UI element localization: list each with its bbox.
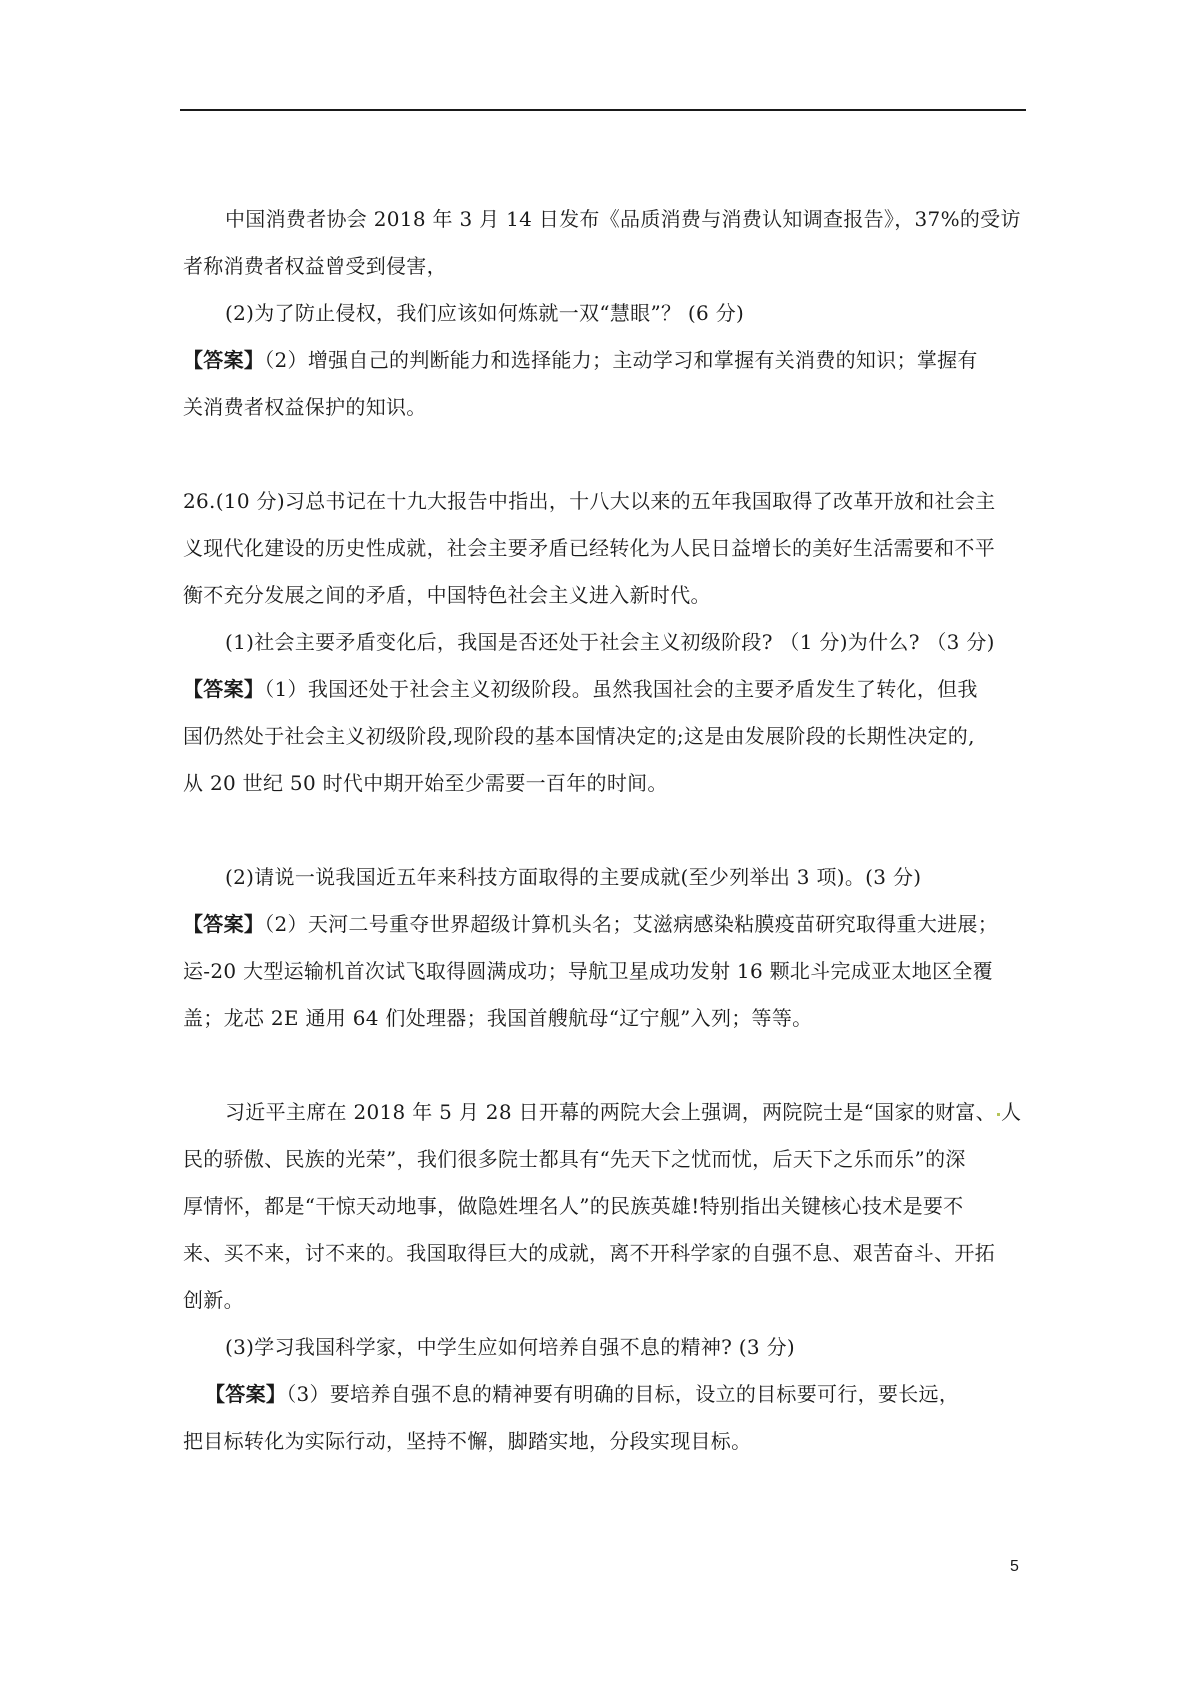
q26-intro-line: 26.(10 分)习总书记在十九大报告中指出，十八大以来的五年我国取得了改革开放和社会主 (183, 489, 996, 513)
q26-answer-1-line: 从 20 世纪 50 时代中期开始至少需要一百年的时间。 (183, 771, 668, 795)
q25-answer (183, 337, 1026, 384)
q26-question-3: (3)学习我国科学家，中学生应如何培养自强不息的精神? (3 分) (225, 1335, 795, 1359)
q26-material-line: 厚情怀，都是“干惊天动地事，做隐姓埋名人”的民族英雄!特别指出关键核心技术是要不 (183, 1194, 964, 1218)
spacer (183, 1042, 1026, 1089)
q26-intro-line: 衡不充分发展之间的矛盾，中国特色社会主义进入新时代。 (183, 583, 711, 607)
answer-text: （2）增强自己的判断能力和选择能力；主动学习和掌握有关消费的知识；掌握有 (264, 348, 978, 372)
answer-label: 【答案】 (183, 348, 265, 372)
q26-material-line: 来、买不来，讨不来的。我国取得巨大的成就，离不开科学家的自强不息、艰苦奋斗、开拓 (183, 1241, 995, 1265)
q26-material-line (183, 1089, 1026, 1136)
q26-material-line: 创新。 (183, 1288, 244, 1312)
answer-text: （1）我国还处于社会主义初级阶段。虽然我国社会的主要矛盾发生了转化，但我 (264, 677, 978, 701)
answer-text: （3）要培养自强不息的精神要有明确的目标，设立的目标要可行，要长远， (286, 1382, 960, 1406)
q26-question-2: (2)请说一说我国近五年来科技方面取得的主要成就(至少列举出 3 项)。(3 分) (225, 865, 922, 889)
stray-mark (997, 1113, 1000, 1116)
q26-answer-2-line: 运-20 大型运输机首次试飞取得圆满成功；导航卫星成功发射 16 颗北斗完成亚太地区全覆 (183, 959, 993, 983)
q25-material-line: 者称消费者权益曾受到侵害， (183, 254, 447, 278)
q26-answer-2 (183, 901, 1026, 948)
q25-question: (2)为了防止侵权，我们应该如何炼就一双“慧眼”？ (6 分) (225, 301, 745, 325)
q26-answer-1-line: 国仍然处于社会主义初级阶段,现阶段的基本国情决定的;这是由发展阶段的长期性决定的, (183, 724, 975, 748)
spacer (183, 807, 1026, 854)
page-number: 5 (1010, 1558, 1019, 1575)
header-rule (180, 109, 1026, 111)
q25-material-line: 中国消费者协会 2018 年 3 月 14 日发布《品质消费与消费认知调查报告》，37%的受访 (225, 207, 1021, 231)
document-body (183, 196, 1026, 1465)
material-text: 人 (1000, 1100, 1022, 1124)
answer-label: 【答案】 (205, 1382, 287, 1406)
q26-answer-3 (183, 1371, 1026, 1418)
q26-question-1: (1)社会主要矛盾变化后，我国是否还处于社会主义初级阶段? （1 分)为什么? （3 分) (225, 630, 995, 654)
q26-answer-1 (183, 666, 1026, 713)
q26-answer-2-line: 盖；龙芯 2E 通用 64 们处理器；我国首艘航母“辽宁舰”入列；等等。 (183, 1006, 813, 1030)
spacer (183, 431, 1026, 478)
q26-answer-3-line: 把目标转化为实际行动，坚持不懈，脚踏实地，分段实现目标。 (183, 1429, 752, 1453)
answer-label: 【答案】 (183, 912, 265, 936)
q25-answer-line: 关消费者权益保护的知识。 (183, 395, 427, 419)
answer-label: 【答案】 (183, 677, 265, 701)
q26-material-line: 民的骄傲、民族的光荣”，我们很多院士都具有“先天下之忧而忧，后天下之乐而乐”的深 (183, 1147, 966, 1171)
material-text: 习近平主席在 2018 年 5 月 28 日开幕的两院大会上强调，两院院士是“国家的财富、 (225, 1100, 996, 1124)
q26-intro-line: 义现代化建设的历史性成就，社会主要矛盾已经转化为人民日益增长的美好生活需要和不平 (183, 536, 995, 560)
answer-text: （2）天河二号重夺世界超级计算机头名；艾滋病感染粘膜疫苗研究取得重大进展； (264, 912, 999, 936)
